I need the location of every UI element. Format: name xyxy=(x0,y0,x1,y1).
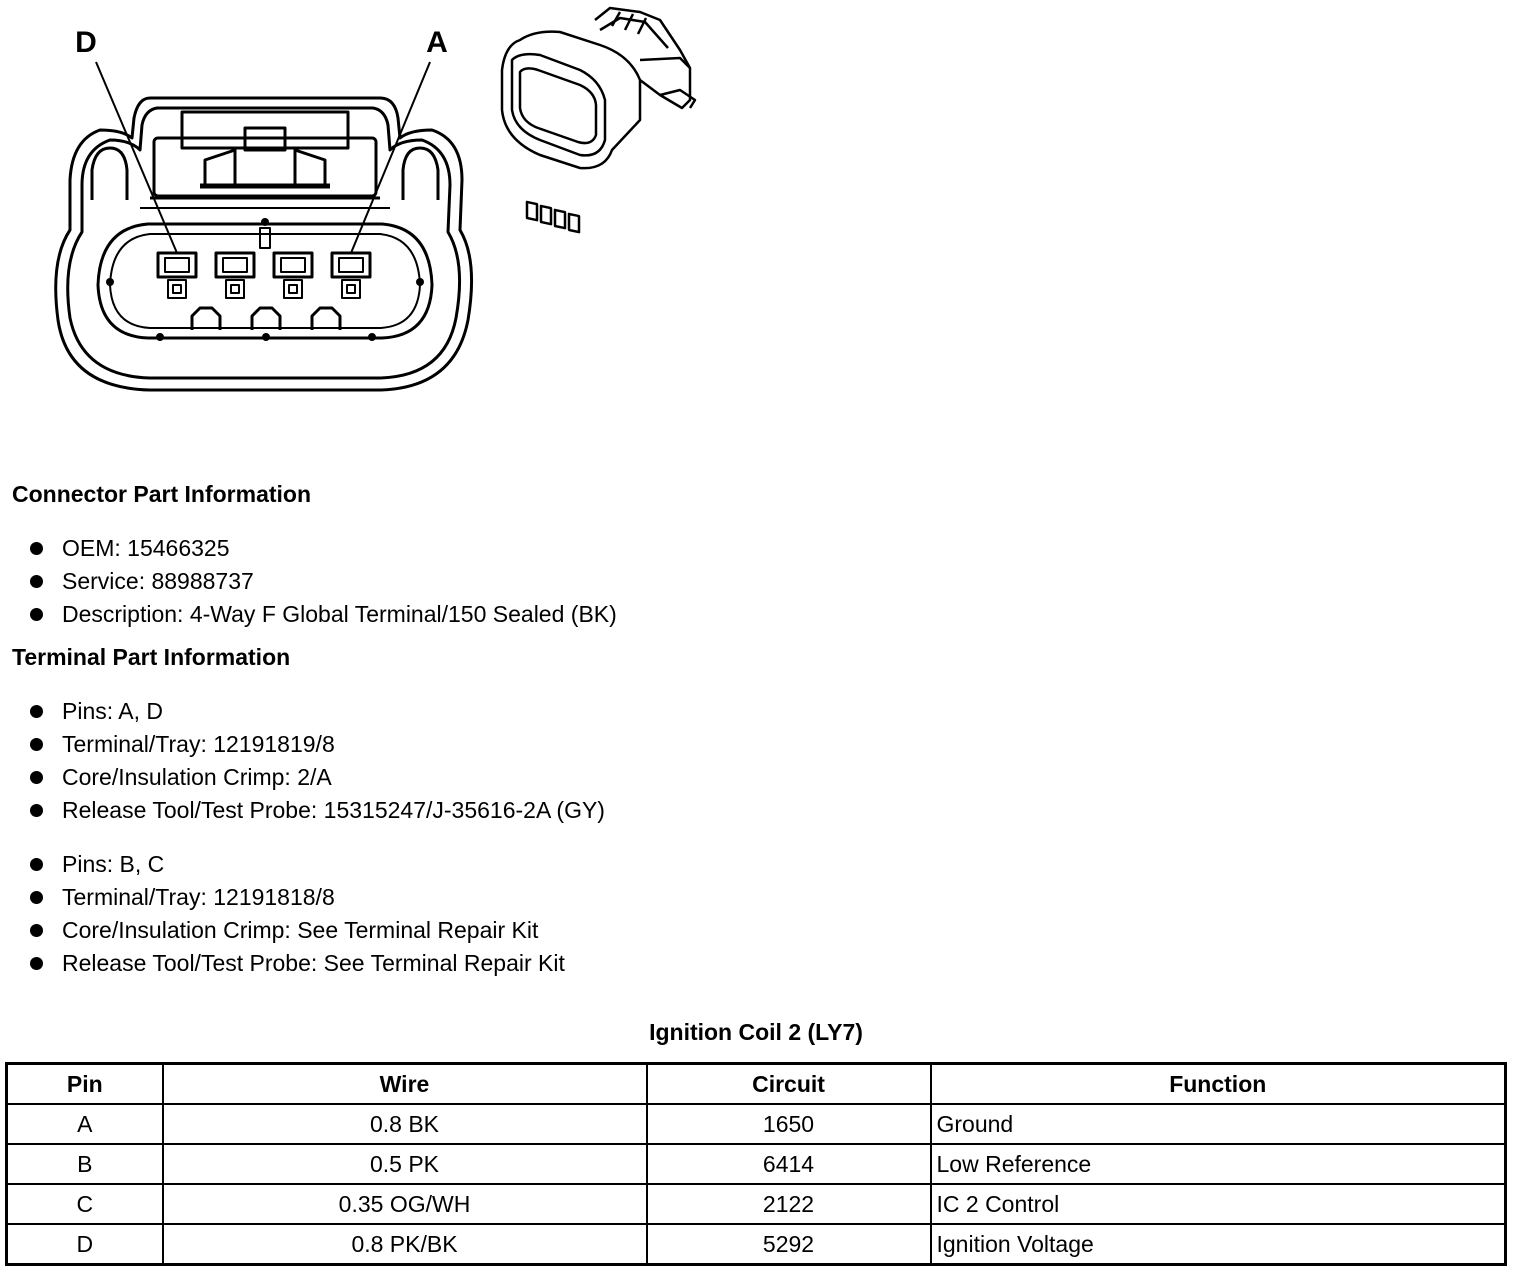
pin-cell: D xyxy=(7,1224,163,1265)
list-item: Description: 4-Way F Global Terminal/150 Sealed (BK) xyxy=(30,598,617,631)
pin-cell: A xyxy=(7,1104,163,1144)
column-header-wire: Wire xyxy=(163,1064,647,1105)
connector-diagram xyxy=(0,0,720,400)
list-item: Core/Insulation Crimp: 2/A xyxy=(30,761,605,794)
pinout-table xyxy=(5,1062,1507,1266)
terminal-group-2-list xyxy=(30,848,565,980)
terminal-part-info-heading: Terminal Part Information xyxy=(12,644,291,670)
list-item: Terminal/Tray: 12191818/8 xyxy=(30,881,565,914)
list-item: Release Tool/Test Probe: 15315247/J-35616-2A (GY) xyxy=(30,794,605,827)
connector-iso-view xyxy=(502,8,695,232)
column-header-circuit: Circuit xyxy=(647,1064,931,1105)
wire-cell: 0.5 PK xyxy=(163,1144,647,1184)
function-cell: Ignition Voltage xyxy=(931,1224,1506,1265)
circuit-cell: 1650 xyxy=(647,1104,931,1144)
list-item: Terminal/Tray: 12191819/8 xyxy=(30,728,605,761)
function-cell: IC 2 Control xyxy=(931,1184,1506,1224)
column-header-pin: Pin xyxy=(7,1064,163,1105)
function-cell: Low Reference xyxy=(931,1144,1506,1184)
pin-cell: B xyxy=(7,1144,163,1184)
table-row xyxy=(7,1104,1506,1144)
list-item: Release Tool/Test Probe: See Terminal Repair Kit xyxy=(30,947,565,980)
connector-part-info-heading: Connector Part Information xyxy=(12,481,312,507)
table-row xyxy=(7,1184,1506,1224)
callout-label-d: D xyxy=(75,26,97,59)
table-row xyxy=(7,1224,1506,1265)
callout-label-a: A xyxy=(426,26,448,59)
wire-cell: 0.8 BK xyxy=(163,1104,647,1144)
terminal-cavity-b xyxy=(274,253,312,298)
circuit-cell: 5292 xyxy=(647,1224,931,1265)
terminal-cavity-d xyxy=(158,253,196,298)
pin-cell: C xyxy=(7,1184,163,1224)
column-header-function: Function xyxy=(931,1064,1506,1105)
wire-cell: 0.35 OG/WH xyxy=(163,1184,647,1224)
connector-part-info-list xyxy=(30,532,617,631)
terminal-cavity-c xyxy=(216,253,254,298)
terminal-group-1-list xyxy=(30,695,605,827)
wire-cell: 0.8 PK/BK xyxy=(163,1224,647,1265)
list-item: Core/Insulation Crimp: See Terminal Repair Kit xyxy=(30,914,565,947)
table-row xyxy=(7,1144,1506,1184)
function-cell: Ground xyxy=(931,1104,1506,1144)
table-title: Ignition Coil 2 (LY7) xyxy=(649,1019,863,1045)
terminal-cavity-a xyxy=(332,253,370,298)
circuit-cell: 2122 xyxy=(647,1184,931,1224)
list-item: Pins: B, C xyxy=(30,848,565,881)
list-item: OEM: 15466325 xyxy=(30,532,617,565)
connector-face-view xyxy=(56,98,472,390)
list-item: Pins: A, D xyxy=(30,695,605,728)
table-header-row xyxy=(7,1064,1506,1105)
list-item: Service: 88988737 xyxy=(30,565,617,598)
circuit-cell: 6414 xyxy=(647,1144,931,1184)
